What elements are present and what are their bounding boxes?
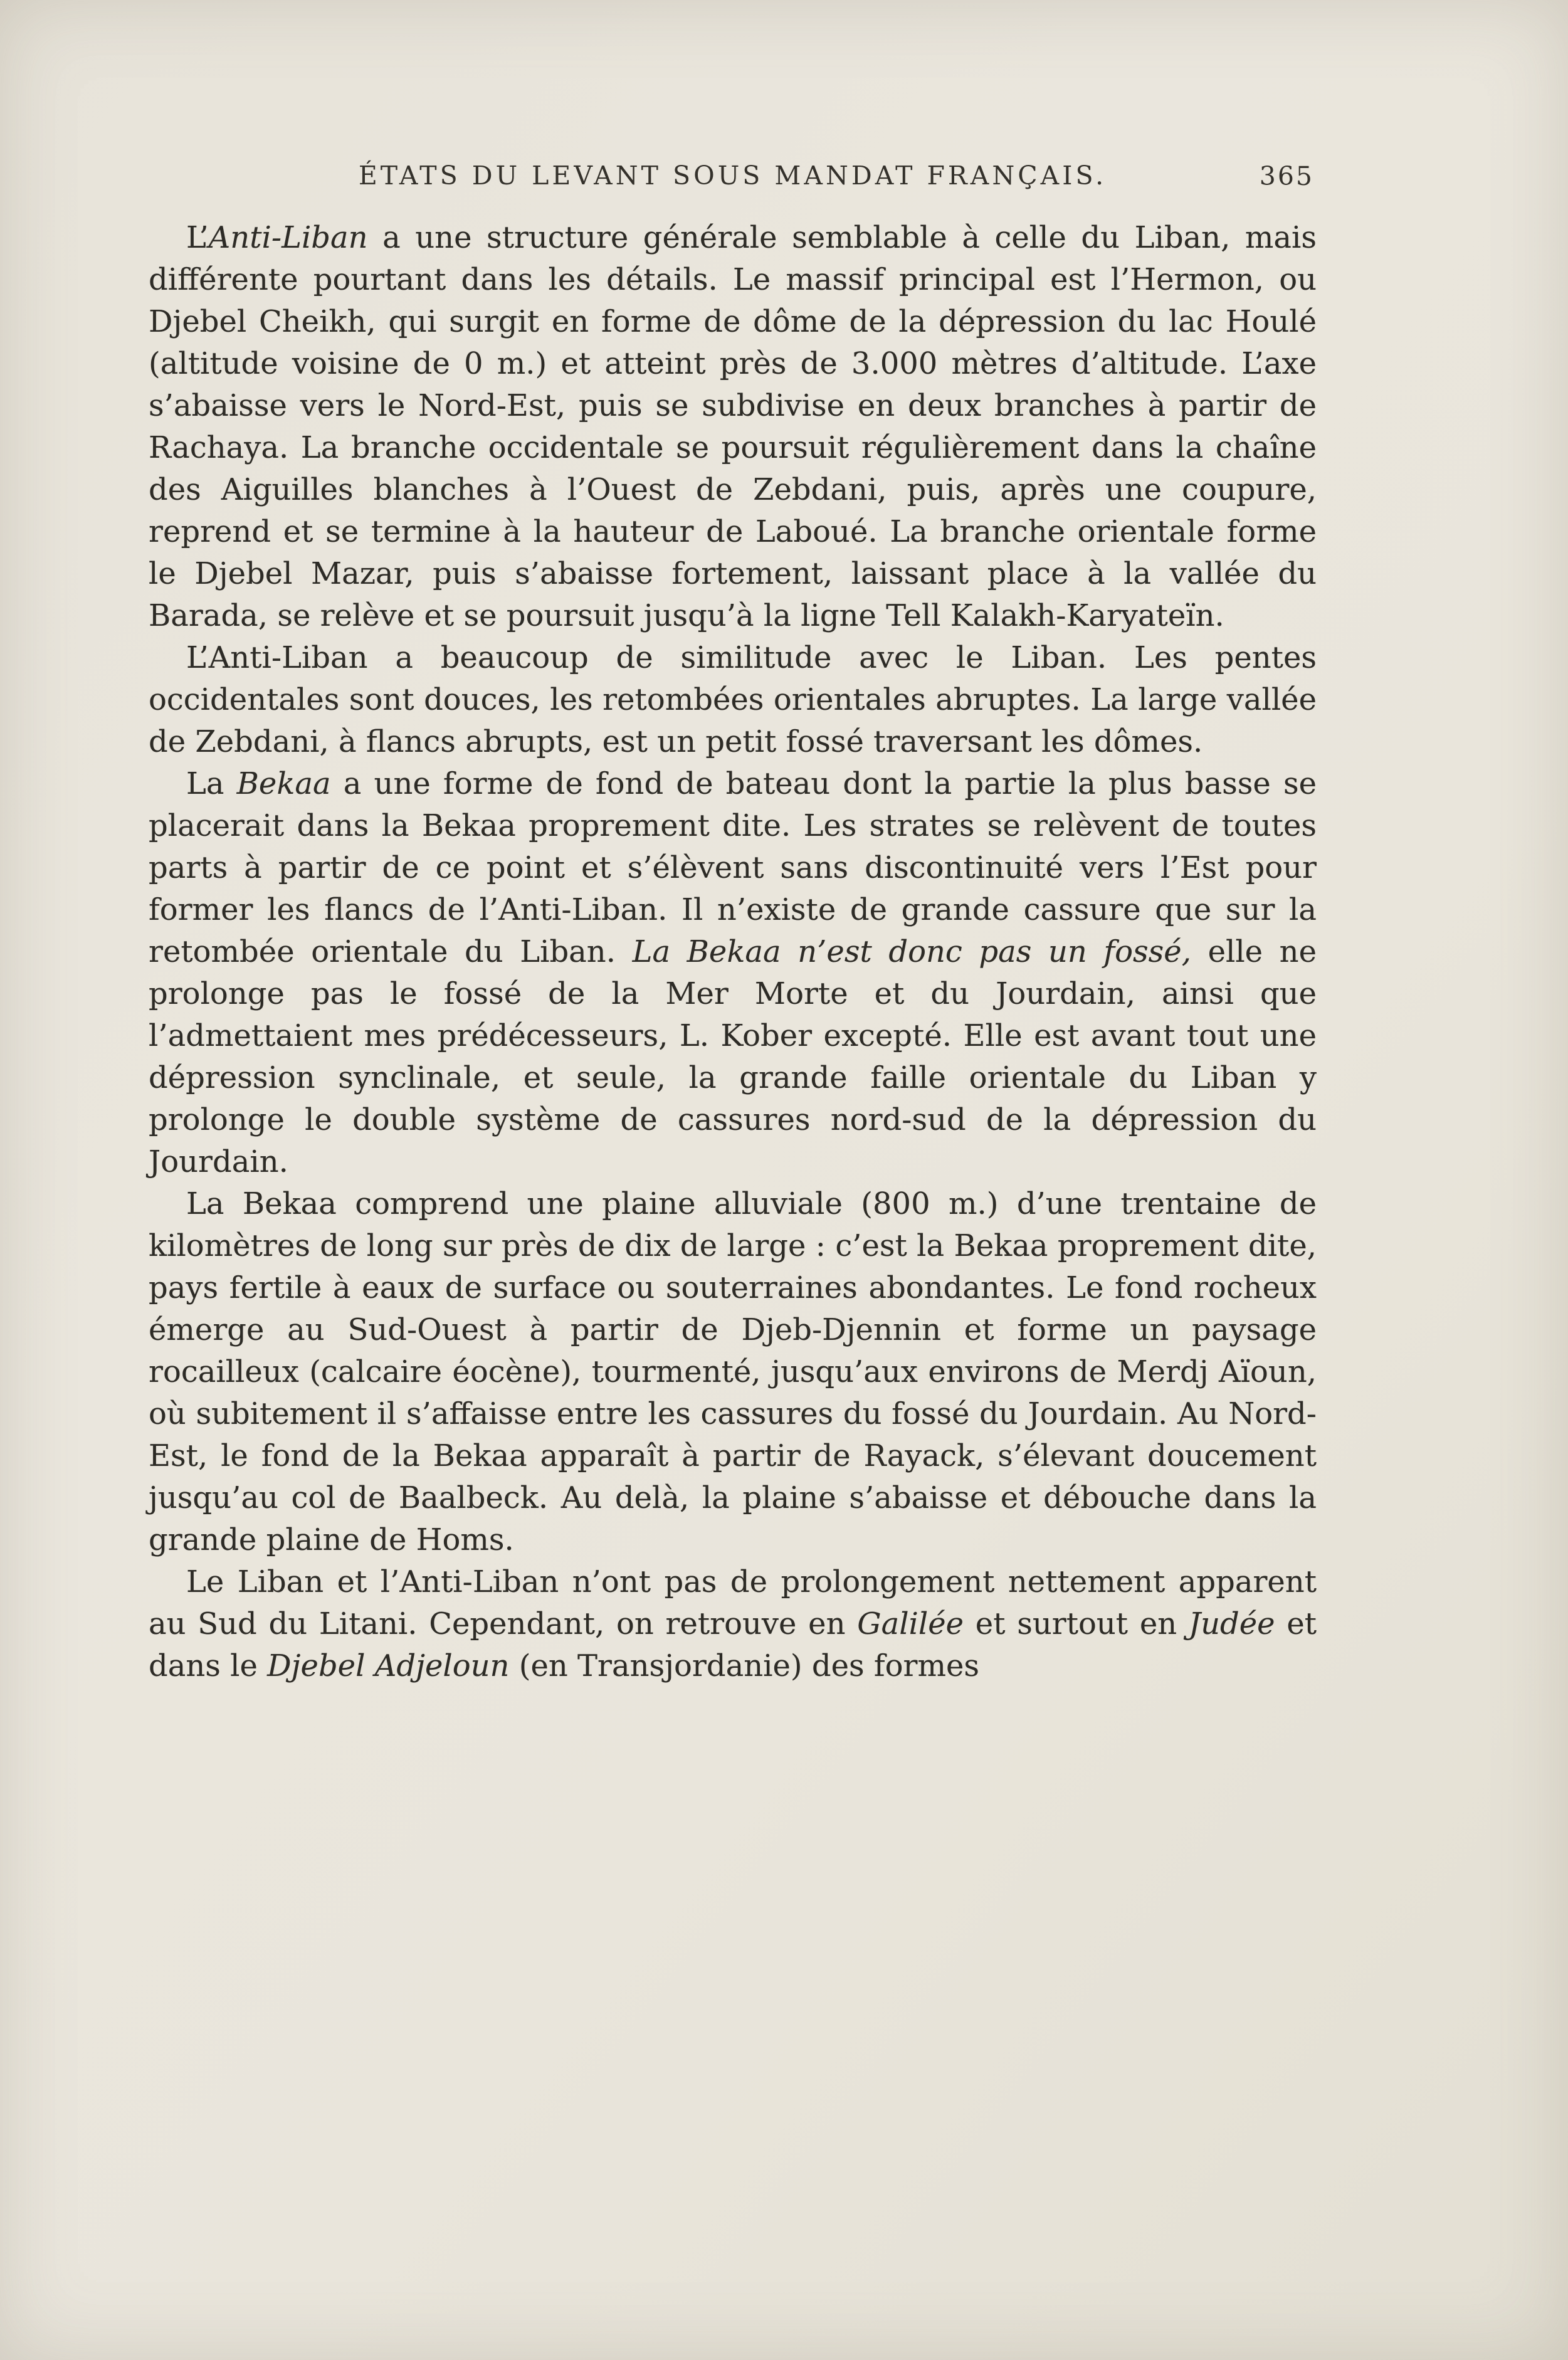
text-segment: elle ne prolonge pas le fossé de la Mer Morte et du Jourdain, ainsi que l’admettaient mes prédécesseurs, L. Kober excepté. Elle est avant tout une dépression synclinale, et seule, la grande faille orientale du Liban y prolonge le double système de cassures nord-sud de la dépression du Jourdain.: [149, 934, 1317, 1179]
text-segment: Le Liban et l’Anti-Liban n’ont pas de prolongement nettement apparent au Sud du Litani. Cependant, on retrouve en: [149, 1564, 1317, 1641]
running-title: ÉTATS DU LEVANT SOUS MANDAT FRANÇAIS.: [358, 161, 1107, 191]
paragraph: [149, 763, 1317, 1183]
text-segment: La Bekaa comprend une plaine alluviale (800 m.) d’une trentaine de kilomètres de long sur près de dix de large : c’est la Bekaa proprement dite, pays fertile à eaux de surface ou souterraines abondantes. Le fond rocheux émerge au Sud-Ouest à partir de Djeb-Djennin et forme un paysage rocailleux (calcaire éocène), tourmenté, jusqu’aux environs de Merdj Aïoun, où subitement il s’affaisse entre les cassures du fossé du Jourdain. Au Nord-Est, le fond de la Bekaa apparaît à partir de Rayack, s’élevant doucement jusqu’au col de Baalbeck. Au delà, la plaine s’abaisse et débouche dans la grande plaine de Homs.: [149, 1186, 1317, 1557]
italic-text: Djebel Adjeloun: [267, 1648, 510, 1683]
italic-text: Bekaa: [236, 766, 331, 801]
text-segment: L’: [186, 220, 209, 255]
paragraph: [149, 1561, 1317, 1687]
italic-text: Galilée: [857, 1606, 964, 1641]
paragraph: [149, 217, 1317, 637]
text-segment: a une structure générale semblable à celle du Liban, mais différente pourtant dans les détails. Le massif principal est l’Hermon, ou Djebel Cheikh, qui surgit en forme de dôme de la dépression du lac Houlé (altitude voisine de 0 m.) et atteint près de 3.000 mètres d’altitude. L’axe s’abaisse vers le Nord-Est, puis se subdivise en deux branches à partir de Rachaya. La branche occidentale se poursuit régulièrement dans la chaîne des Aiguilles blanches à l’Ouest de Zebdani, puis, après une coupure, reprend et se termine à la hauteur de Laboué. La branche orientale forme le Djebel Mazar, puis s’abaisse fortement, laissant place à la vallée du Barada, se relève et se poursuit jusqu’à la ligne Tell Kalakh-Karyateïn.: [149, 220, 1317, 633]
paragraph: [149, 1183, 1317, 1561]
italic-text: Anti-Liban: [208, 220, 368, 255]
text-segment: a une forme de fond de bateau dont la partie la plus basse se placerait dans la Bekaa proprement dite. Les strates se relèvent de toutes parts à partir de ce point et s’élèvent sans discontinuité vers l’Est pour former les flancs de l’Anti-Liban. Il n’existe de grande cassure que sur la retombée orientale du Liban.: [149, 766, 1317, 969]
text-segment: L’Anti-Liban a beaucoup de similitude avec le Liban. Les pentes occidentales sont douces, les retombées orientales abruptes. La large vallée de Zebdani, à flancs abrupts, est un petit fossé traversant les dômes.: [149, 640, 1317, 759]
body-text: [149, 217, 1317, 1687]
page-header: [149, 161, 1317, 191]
text-segment: et dans le: [149, 1606, 1317, 1683]
text-segment: (en Transjordanie) des formes: [509, 1648, 980, 1683]
italic-text: Judée: [1188, 1606, 1275, 1641]
text-segment: La: [186, 766, 237, 801]
text-segment: et surtout en: [964, 1606, 1189, 1641]
paragraph: [149, 637, 1317, 763]
page-number: 365: [1259, 161, 1314, 191]
italic-text: La Bekaa n’est donc pas un fossé,: [632, 934, 1191, 969]
